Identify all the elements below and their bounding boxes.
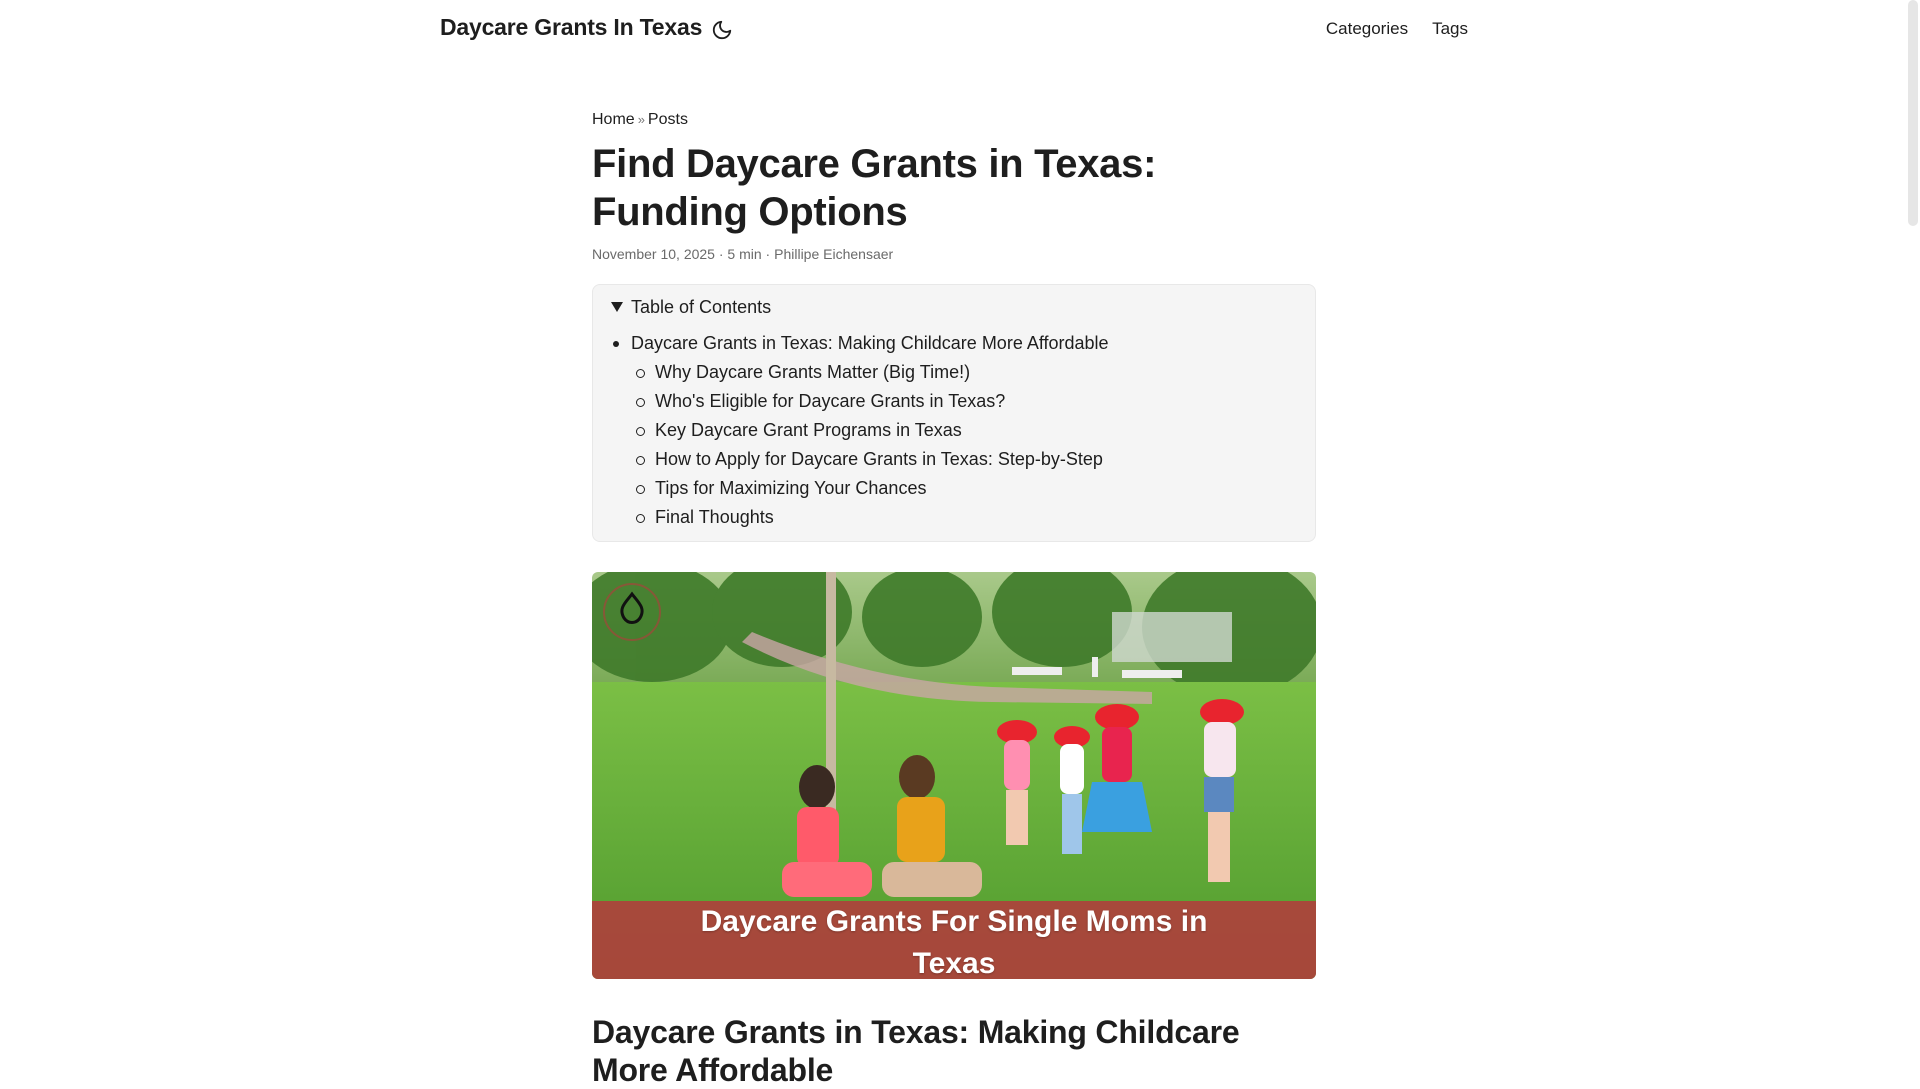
page-title: Find Daycare Grants in Texas: Funding Options (592, 142, 1157, 234)
meta-separator: · (718, 246, 724, 262)
toc-subitem (655, 474, 1297, 503)
toc-link-key-programs[interactable]: Key Daycare Grant Programs in Texas (655, 420, 962, 440)
toc-link-who-is-eligible[interactable]: Who's Eligible for Daycare Grants in Texas? (655, 391, 1006, 411)
table-of-contents (592, 284, 1316, 542)
cover-image (592, 572, 1316, 979)
disclosure-triangle-icon (611, 302, 623, 312)
top-nav (1326, 19, 1468, 39)
scrollbar-thumb[interactable] (1908, 0, 1918, 226)
toc-link-tips[interactable]: Tips for Maximizing Your Chances (655, 478, 927, 498)
toc-subitem (655, 445, 1297, 474)
nav-tags-link[interactable]: Tags (1432, 19, 1468, 38)
site-logo-link[interactable]: Daycare Grants In Texas (440, 14, 703, 40)
toc-subitem (655, 503, 1297, 532)
toc-subitem (655, 387, 1297, 416)
toc-link-how-to-apply[interactable]: How to Apply for Daycare Grants in Texas: Step-by-Step (655, 449, 1103, 469)
breadcrumb-separator: » (637, 112, 645, 127)
breadcrumb-home-link[interactable]: Home (592, 111, 635, 128)
scrollbar-track[interactable] (1905, 0, 1920, 1080)
section-heading: Daycare Grants in Texas: Making Childcare More Affordable (592, 1014, 1240, 1088)
toc-link-why-grants-matter[interactable]: Why Daycare Grants Matter (Big Time!) (655, 362, 971, 382)
toc-item (631, 329, 1297, 532)
meta-separator: · (765, 246, 771, 262)
toc-list (611, 329, 1297, 532)
nav-categories-link[interactable]: Categories (1325, 19, 1409, 38)
post-main (592, 108, 1316, 1089)
toc-subitem (655, 358, 1297, 387)
post-date: November 10, 2025 (592, 246, 715, 262)
post-meta (592, 244, 1316, 264)
cover-caption (592, 901, 1316, 979)
toc-sublist (631, 358, 1297, 532)
cover-caption-line: Texas (912, 947, 996, 979)
toc-toggle[interactable] (611, 295, 1297, 319)
breadcrumb (592, 108, 1316, 132)
post-read-time: 5 min (727, 246, 762, 262)
toc-subitem (655, 416, 1297, 445)
post-author: Phillipe Eichensaer (774, 246, 894, 262)
breadcrumb-posts-link[interactable]: Posts (647, 111, 688, 128)
toc-link-making-childcare-affordable[interactable]: Daycare Grants in Texas: Making Childcare More Affordable (631, 333, 1109, 353)
toc-link-final-thoughts[interactable]: Final Thoughts (655, 507, 774, 527)
toc-summary-label: Table of Contents (631, 296, 772, 317)
site-header (0, 0, 1905, 60)
moon-icon[interactable] (711, 19, 733, 41)
cover-caption-line: Daycare Grants For Single Moms in (700, 905, 1208, 938)
